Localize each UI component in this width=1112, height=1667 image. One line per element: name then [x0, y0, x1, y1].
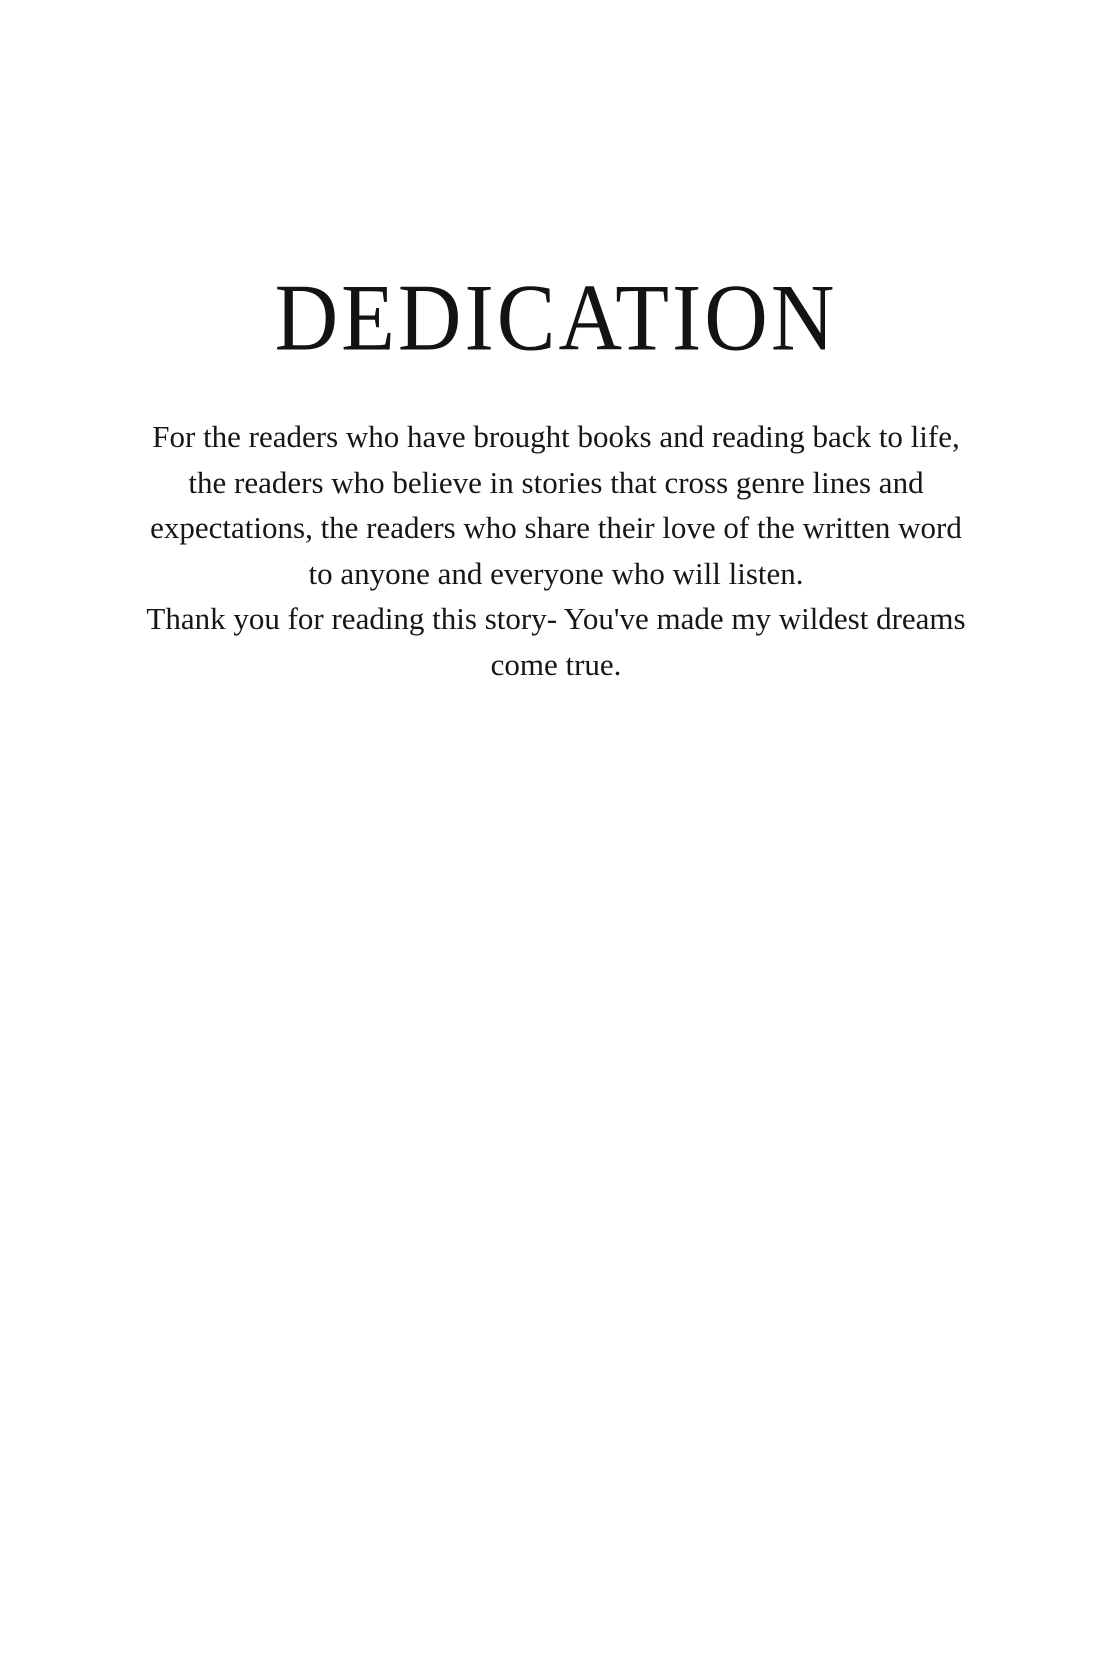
dedication-line: Thank you for reading this story- You've made my wildest dreams — [146, 601, 966, 636]
dedication-line: the readers who believe in stories that cross genre lines and — [188, 464, 924, 500]
page-title: DEDICATION — [274, 266, 838, 371]
dedication-line: expectations, the readers who share their love of the written word — [150, 510, 962, 545]
dedication-line: to anyone and everyone who will listen. — [308, 555, 804, 591]
dedication-text — [106, 414, 1006, 687]
dedication-line: come true. — [490, 646, 622, 682]
dedication-line: For the readers who have brought books and reading back to life, — [152, 419, 960, 454]
